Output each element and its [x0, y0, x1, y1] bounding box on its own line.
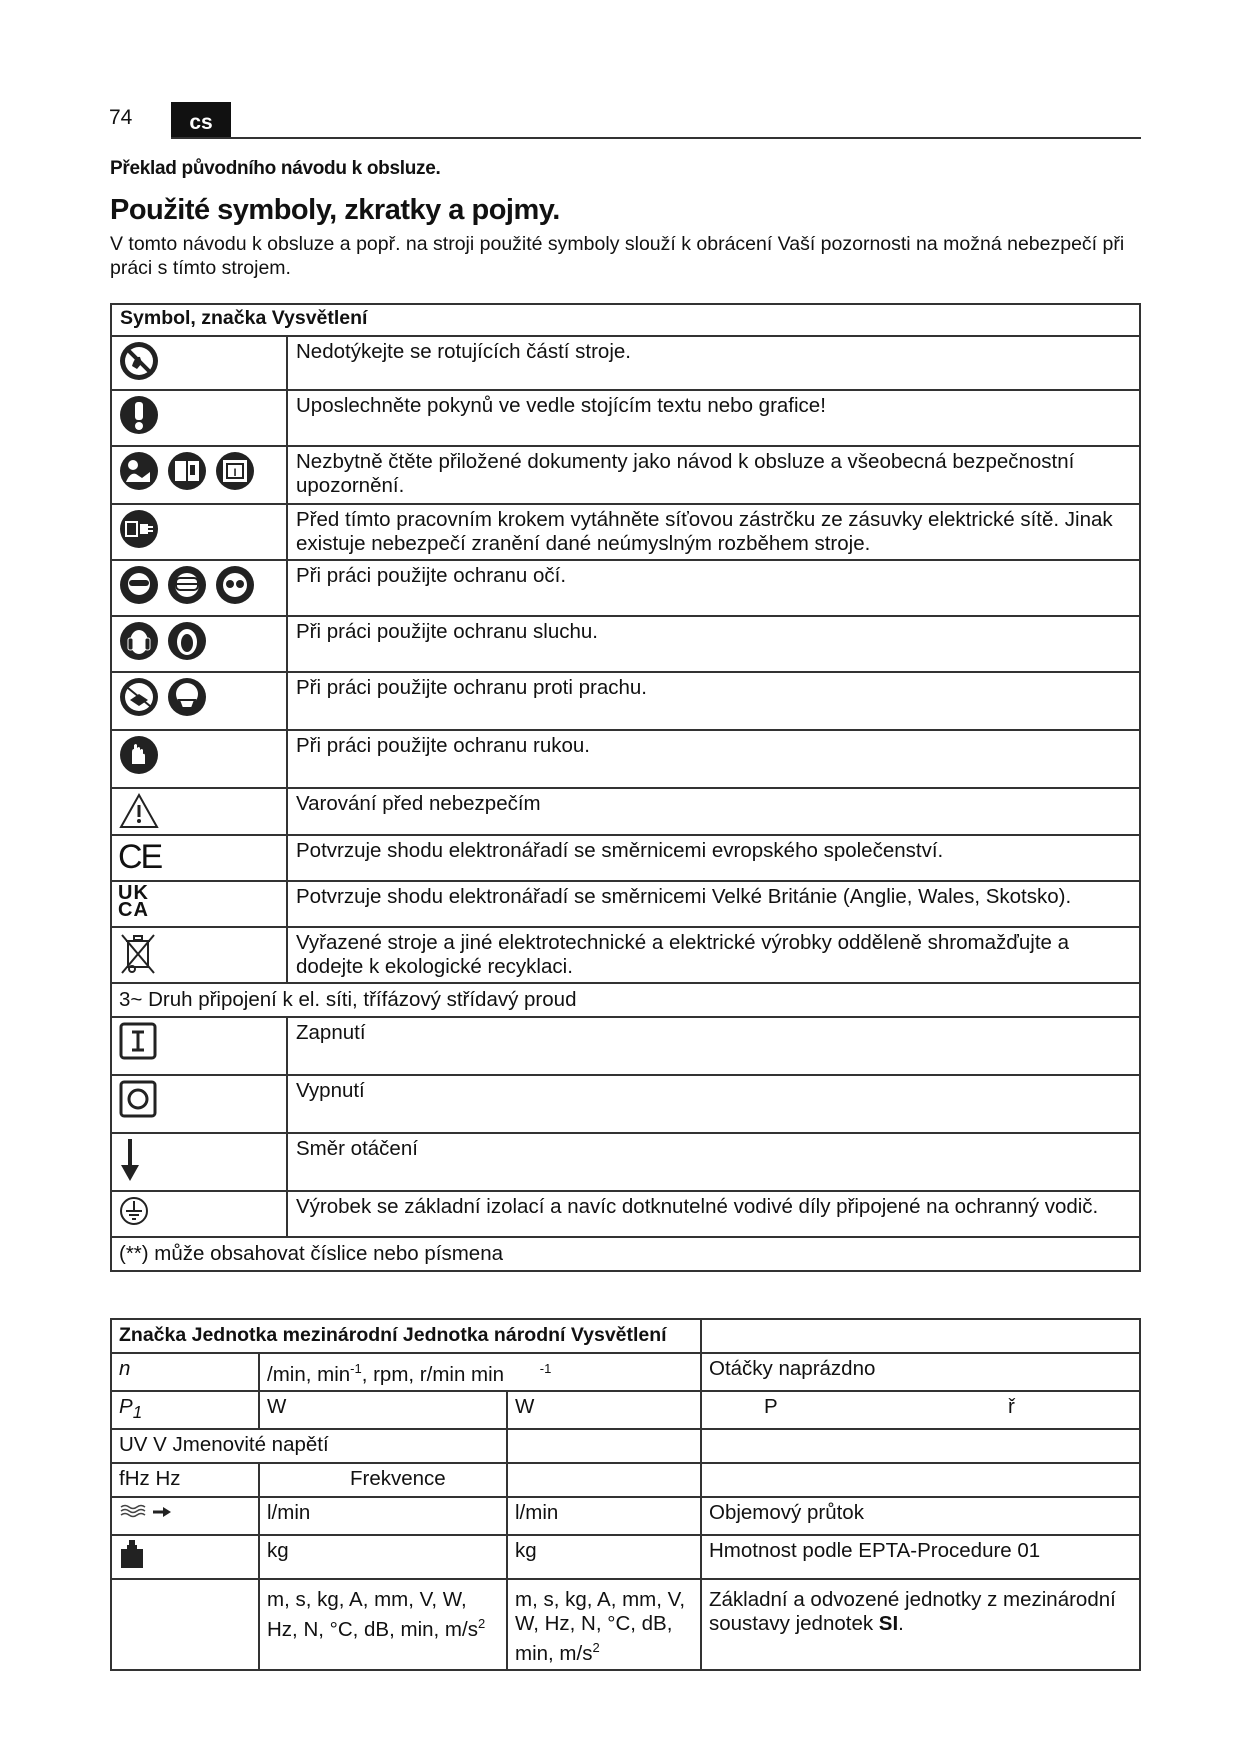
table-row — [111, 1237, 1140, 1271]
header-rule — [171, 137, 1141, 139]
unit-national: W — [507, 1391, 701, 1429]
table-row — [111, 1463, 1140, 1497]
symbol-description: Zapnutí — [287, 1017, 1140, 1075]
weight-icon — [119, 1539, 145, 1569]
intro-paragraph: V tomto návodu k obsluze a popř. na stroji použité symboly slouží k obrácení Vaší pozornosti na možná nebezpečí při práci s tímto strojem. — [110, 233, 1125, 279]
unit-symbol: P — [119, 1394, 133, 1418]
unit-intl: W — [259, 1391, 507, 1429]
flow-rate-icon — [119, 1503, 179, 1519]
unit-intl-rest: , rpm, r/min min — [361, 1362, 505, 1386]
units-table — [110, 1318, 1141, 1671]
unit-explanation-end: . — [898, 1611, 904, 1635]
power-on-icon — [118, 1021, 158, 1061]
symbol-description: Nedotýkejte se rotujících částí stroje. — [287, 336, 1140, 390]
symbol-description: Při práci použijte ochranu proti prachu. — [287, 672, 1140, 730]
symbol-description: Výrobek se základní izolací a navíc dotknutelné vodivé díly připojené na ochranný vodič. — [287, 1191, 1140, 1237]
table-row — [111, 881, 1140, 927]
unit-explanation: Základní a odvozené jednotky z mezinárodní soustavy jednotek — [709, 1587, 1116, 1635]
symbol-description: Nezbytně čtěte přiložené dokumenty jako návod k obsluze a všeobecná bezpečnostní upozornění. — [287, 446, 1140, 504]
page-title: Použité symboly, zkratky a pojmy. — [110, 194, 560, 226]
symbol-description: Vyřazené stroje a jiné elektrotechnické a elektrické výrobky odděleně shromažďujte a dodejte k ekologické recyklaci. — [287, 927, 1140, 983]
table-row — [111, 1579, 1140, 1670]
three-phase-description: 3~ Druh připojení k el. síti, třífázový střídavý proud — [111, 983, 1140, 1017]
table-row — [111, 835, 1140, 881]
manual-info-icon — [214, 450, 256, 492]
units-table-header: Značka Jednotka mezinárodní Jednotka národní Vysvětlení — [111, 1319, 701, 1353]
unit-intl: m, s, kg, A, mm, V, W, Hz, N, °C, dB, min, m/s — [267, 1587, 478, 1641]
table-row — [111, 616, 1140, 672]
ce-mark-icon: CE — [118, 838, 162, 876]
symbol-description: Varování před nebezpečím — [287, 788, 1140, 835]
unit-intl: /min, min — [267, 1362, 351, 1386]
unit-explanation: Hmotnost podle EPTA-Procedure 01 — [701, 1535, 1140, 1579]
symbol-description: Potvrzuje shodu elektronářadí se směrnicemi evropského společenství. — [287, 835, 1140, 881]
symbol-description: Při práci použijte ochranu sluchu. — [287, 616, 1140, 672]
unit-frequency-symbol: fHz Hz — [111, 1463, 259, 1497]
table-row — [111, 1017, 1140, 1075]
protective-earth-icon — [118, 1195, 150, 1227]
warning-triangle-icon — [118, 792, 160, 830]
gloves-icon — [118, 734, 160, 776]
exclamation-icon — [118, 394, 160, 436]
table-row — [111, 560, 1140, 616]
power-off-icon — [118, 1079, 158, 1119]
svg-text:I: I — [233, 467, 237, 479]
manual-book-icon — [166, 450, 208, 492]
weee-bin-icon — [118, 931, 158, 977]
unit-national: kg — [507, 1535, 701, 1579]
table-row — [111, 446, 1140, 504]
table-row — [111, 672, 1140, 730]
table-row — [111, 1391, 1140, 1429]
table-row — [111, 1497, 1140, 1535]
respirator-icon — [166, 676, 208, 718]
symbols-table — [110, 303, 1141, 1272]
unit-intl-sup: 2 — [477, 1615, 486, 1631]
language-badge: cs — [171, 102, 231, 138]
symbols-table-header: Symbol, značka Vysvětlení — [111, 304, 1140, 336]
unit-voltage-row: UV V Jmenovité napětí — [111, 1429, 507, 1463]
dust-mask-icon — [118, 676, 160, 718]
arrow-down-icon — [118, 1137, 142, 1183]
table-row — [111, 1191, 1140, 1237]
unit-symbol: n — [119, 1357, 131, 1380]
face-shield-icon — [166, 564, 208, 606]
unit-intl: l/min — [259, 1497, 507, 1535]
read-manual-icon — [118, 450, 160, 492]
symbol-description: Při práci použijte ochranu rukou. — [287, 730, 1140, 788]
symbol-description: Před tímto pracovním krokem vytáhněte síťovou zástrčku ze zásuvky elektrické sítě. Jinak existuje nebezpečí zranění dané neúmyslným rozběhem stroje. — [287, 504, 1140, 560]
table-row — [111, 983, 1140, 1017]
ear-protection-icon — [118, 620, 160, 662]
unit-national-sup: -1 — [539, 1361, 552, 1376]
ukca-mark-bottom: CA — [118, 899, 149, 921]
unit-intl-sup: -1 — [350, 1361, 362, 1376]
unit-national: l/min — [507, 1497, 701, 1535]
unit-national-sup: 2 — [592, 1639, 600, 1655]
table-row — [111, 1075, 1140, 1133]
ukca-mark-top: UK — [118, 882, 149, 904]
table-row — [111, 1535, 1140, 1579]
ukca-mark-icon — [118, 882, 149, 921]
unit-intl: kg — [259, 1535, 507, 1579]
table-row — [111, 390, 1140, 446]
no-touch-rotating-icon — [118, 340, 160, 382]
unit-explanation: Frekvence — [259, 1463, 507, 1497]
table-row — [111, 927, 1140, 983]
document-subtitle: Překlad původního návodu k obsluze. — [110, 158, 441, 179]
unit-national: m, s, kg, A, mm, V, W, Hz, N, °C, dB, min, m/s — [515, 1587, 686, 1665]
table-row — [111, 504, 1140, 560]
unplug-icon — [118, 508, 160, 550]
footnote: (**) může obsahovat číslice nebo písmena — [111, 1237, 1140, 1271]
ear-muffs-icon — [166, 620, 208, 662]
symbol-description: Vypnutí — [287, 1075, 1140, 1133]
unit-explanation: Objemový průtok — [701, 1497, 1140, 1535]
table-row — [111, 788, 1140, 835]
unit-symbol-sub: 1 — [132, 1402, 143, 1422]
eye-protection-icon — [118, 564, 160, 606]
unit-explanation-bold: SI — [878, 1611, 899, 1635]
table-row — [111, 1429, 1140, 1463]
symbol-description: Potvrzuje shodu elektronářadí se směrnicemi Velké Británie (Anglie, Wales, Skotsko). — [287, 881, 1140, 927]
table-row — [111, 1133, 1140, 1191]
goggles-icon — [214, 564, 256, 606]
unit-explanation-2: ř — [1008, 1394, 1015, 1418]
symbol-description: Při práci použijte ochranu očí. — [287, 560, 1140, 616]
table-row — [111, 336, 1140, 390]
symbol-description: Uposlechněte pokynů ve vedle stojícím textu nebo grafice! — [287, 390, 1140, 446]
unit-explanation: Otáčky naprázdno — [701, 1353, 1140, 1391]
symbol-description: Směr otáčení — [287, 1133, 1140, 1191]
unit-explanation: P — [764, 1394, 778, 1418]
table-row — [111, 730, 1140, 788]
page-number: 74 — [109, 106, 133, 129]
table-row — [111, 1353, 1140, 1391]
